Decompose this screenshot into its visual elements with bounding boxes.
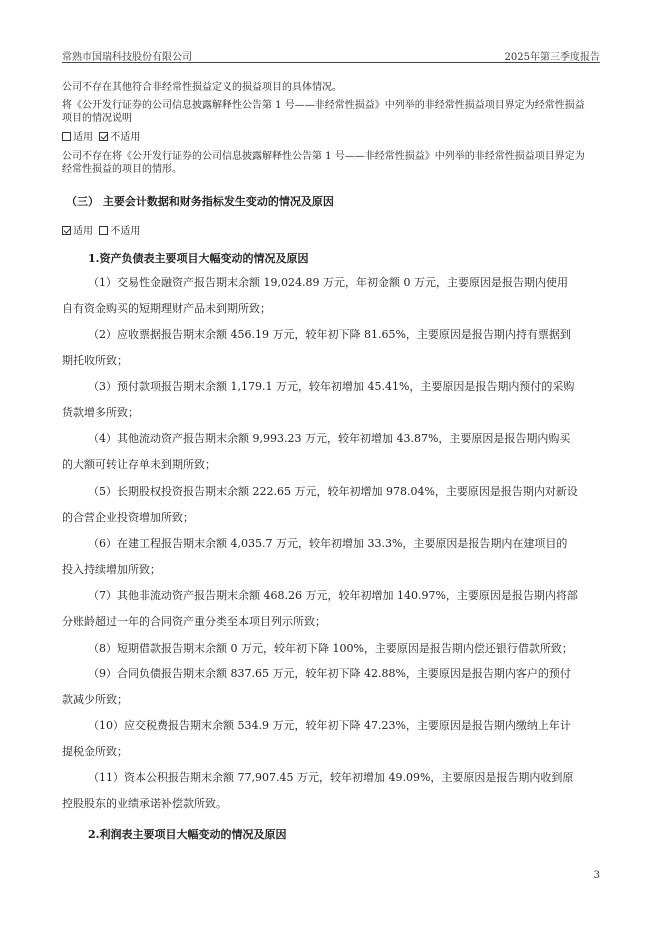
- list-item-line-2: 的合营企业投资增加所致；: [62, 511, 194, 524]
- subsection-title-2: 2.利润表主要项目大幅变动的情况及原因: [88, 828, 287, 841]
- checkbox-applicable-1[interactable]: [62, 132, 71, 141]
- checkbox-label-not-applicable-2: 不适用: [110, 226, 141, 237]
- list-item-line-1: （8）短期借款报告期末余额 0 万元，较年初下降 100%，主要原因是报告期内偿还银行借款所致；: [88, 642, 573, 655]
- checkbox-label-applicable-1: 适用: [73, 132, 93, 143]
- section-title: （三） 主要会计数据和财务指标发生变动的情况及原因: [66, 195, 334, 208]
- intro-line-1: 公司不存在其他符合非经常性损益定义的损益项目的具体情况。: [62, 82, 342, 93]
- list-item-line-2: 自有资金购买的短期理财产品未到期所致；: [62, 302, 271, 315]
- checkbox-label-not-applicable-1: 不适用: [110, 132, 141, 143]
- list-item-line-1: （11）资本公积报告期末余额 77,907.45 万元，较年初增加 49.09%，主要原因是报告期内收到原: [88, 771, 574, 784]
- intro-line-2b: 项目的情况说明: [62, 113, 132, 124]
- list-item-line-1: （5）长期股权投资报告期末余额 222.65 万元，较年初增加 978.04%，主要原因是报告期内对新设: [88, 485, 578, 498]
- page-header: [62, 44, 600, 62]
- intro-line-3b: 经常性损益的项目的情形。: [62, 164, 182, 175]
- checkbox-label-applicable-2: 适用: [73, 226, 93, 237]
- list-item-line-1: （10）应交税费报告期末余额 534.9 万元，较年初下降 47.23%，主要原因是报告期内缴纳上年计: [88, 719, 571, 732]
- list-item-line-2: 投入持续增加所致；: [62, 563, 161, 576]
- checkbox-group-2: [62, 225, 140, 239]
- list-item-line-1: （4）其他流动资产报告期末余额 9,993.23 万元，较年初增加 43.87%，主要原因是报告期内购买: [88, 432, 571, 445]
- list-item-line-2: 期托收所致；: [62, 354, 128, 367]
- checkbox-not-applicable-1[interactable]: [99, 132, 108, 141]
- list-item-line-1: （9）合同负债报告期末余额 837.65 万元，较年初下降 42.88%，主要原因是报告期内客户的预付: [88, 667, 571, 680]
- checkbox-not-applicable-2[interactable]: [99, 226, 108, 235]
- list-item-line-1: （3）预付款项报告期末余额 1,179.1 万元，较年初增加 45.41%，主要原因是报告期内预付的采购: [88, 380, 575, 393]
- list-item-line-1: （7）其他非流动资产报告期末余额 468.26 万元，较年初增加 140.97%，主要原因是报告期内将部: [88, 589, 578, 602]
- list-item-line-1: （1）交易性金融资产报告期末余额 19,024.89 万元，年初金额 0 万元，主要原因是报告期内使用: [88, 276, 568, 289]
- checkbox-applicable-2[interactable]: [62, 226, 71, 235]
- header-company: 常熟市国瑞科技股份有限公司: [62, 52, 192, 63]
- list-item-line-2: 提税金所致；: [62, 745, 128, 758]
- intro-line-3a: 公司不存在将《公开发行证券的公司信息披露解释性公告第 1 号——非经常性损益》中列举的非经常性损益项目界定为: [62, 151, 585, 162]
- header-rule: [62, 62, 600, 63]
- list-item-line-2: 款减少所致；: [62, 693, 128, 706]
- header-report: 2025年第三季度报告: [504, 52, 600, 63]
- list-item-line-1: （2）应收票据报告期末余额 456.19 万元，较年初下降 81.65%，主要原因是报告期内持有票据到: [88, 328, 571, 341]
- list-item-line-2: 的大额可转让存单未到期所致；: [62, 458, 216, 471]
- list-item-line-1: （6）在建工程报告期末余额 4,035.7 万元，较年初增加 33.3%，主要原因是报告期内在建项目的: [88, 537, 568, 550]
- checkbox-group-1: [62, 131, 140, 145]
- list-item-line-2: 货款增多所致；: [62, 406, 139, 419]
- list-item-line-2: 控股股东的业绩承诺补偿款所致。: [62, 797, 227, 810]
- list-item-line-2: 分账龄超过一年的合同资产重分类至本项目列示所致；: [62, 615, 326, 628]
- intro-line-2a: 将《公开发行证券的公司信息披露解释性公告第 1 号——非经常性损益》中列举的非经常性损益项目界定为经常性损益: [62, 100, 585, 111]
- subsection-title-1: 1.资产负债表主要项目大幅变动的情况及原因: [88, 252, 309, 265]
- page-number: 3: [593, 870, 600, 881]
